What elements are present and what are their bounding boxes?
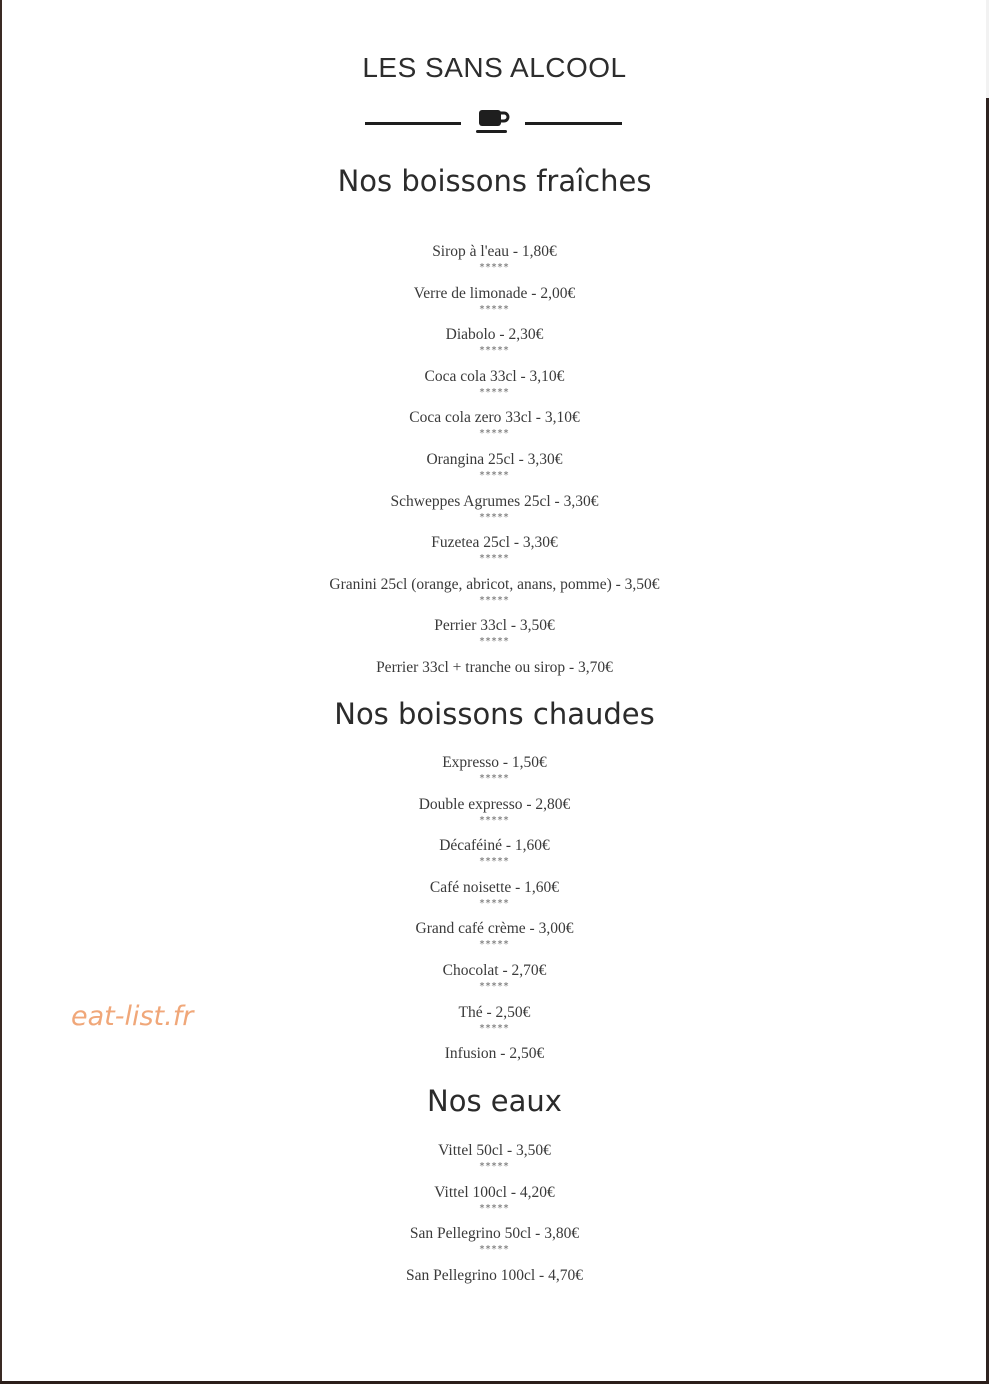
item-separator: ***** — [479, 897, 510, 909]
item-separator: ***** — [479, 594, 510, 606]
item-separator: ***** — [479, 262, 510, 273]
menu-item-name-price: Thé - 2,50€ — [458, 1003, 531, 1021]
menu-item — [0, 575, 989, 617]
menu-item — [0, 616, 989, 658]
menu-item — [0, 658, 989, 700]
menu-item-name-price: Sirop à l'eau - 1,80€ — [432, 243, 557, 260]
waters-list — [0, 1141, 989, 1307]
menu-item — [0, 1224, 989, 1266]
item-separator: ***** — [479, 553, 510, 565]
item-separator: ***** — [479, 1202, 510, 1214]
item-separator: ***** — [479, 814, 510, 826]
menu-item — [0, 492, 989, 534]
cold-drinks-list — [0, 242, 989, 700]
menu-item-name-price: Perrier 33cl - 3,50€ — [434, 617, 555, 635]
item-separator: ***** — [479, 636, 510, 648]
menu-item-name-price: San Pellegrino 100cl - 4,70€ — [406, 1266, 583, 1284]
menu-item-name-price: Verre de limonade - 2,00€ — [413, 284, 576, 302]
item-separator: ***** — [479, 939, 510, 951]
menu-item-name-price: Décaféiné - 1,60€ — [439, 837, 550, 855]
menu-item-name-price: Expresso - 1,50€ — [442, 754, 547, 771]
menu-item — [0, 325, 989, 367]
menu-item — [0, 795, 989, 837]
menu-item — [0, 1183, 989, 1225]
menu-item-name-price: Coca cola zero 33cl - 3,10€ — [409, 409, 580, 427]
menu-item-name-price: Diabolo - 2,30€ — [445, 326, 544, 344]
item-separator: ***** — [479, 1022, 510, 1034]
menu-item-name-price: Coca cola 33cl - 3,10€ — [424, 367, 565, 385]
section-title-waters: Nos eaux — [427, 1084, 562, 1118]
menu-item — [0, 367, 989, 409]
menu-item-name-price: Granini 25cl (orange, abricot, anans, pomme) - 3,50€ — [329, 575, 660, 593]
menu-item — [0, 284, 989, 326]
menu-item — [0, 753, 989, 795]
menu-item-name-price: Orangina 25cl - 3,30€ — [426, 450, 563, 468]
menu-item-name-price: Vittel 50cl - 3,50€ — [438, 1142, 551, 1159]
menu-item — [0, 878, 989, 920]
item-separator: ***** — [479, 386, 510, 398]
item-separator: ***** — [479, 303, 510, 315]
menu-item-name-price: San Pellegrino 50cl - 3,80€ — [409, 1225, 580, 1243]
menu-item — [0, 836, 989, 878]
section-title-hot-drinks: Nos boissons chaudes — [334, 697, 655, 731]
menu-item-name-price: Infusion - 2,50€ — [444, 1045, 545, 1063]
item-separator: ***** — [479, 345, 510, 357]
menu-item-name-price: Schweppes Agrumes 25cl - 3,30€ — [390, 492, 599, 510]
menu-item-name-price: Chocolat - 2,70€ — [442, 961, 547, 979]
item-separator: ***** — [479, 428, 510, 440]
page-title: LES SANS ALCOOL — [362, 52, 627, 83]
menu-item-name-price: Café noisette - 1,60€ — [429, 878, 560, 896]
menu-item — [0, 533, 989, 575]
item-separator: ***** — [479, 511, 510, 523]
item-separator: ***** — [479, 773, 510, 784]
coffee-cup-icon — [476, 107, 512, 137]
menu-item — [0, 919, 989, 961]
section-title-cold-drinks: Nos boissons fraîches — [337, 164, 652, 198]
menu-item — [0, 408, 989, 450]
item-separator: ***** — [479, 469, 510, 481]
menu-item-name-price: Perrier 33cl + tranche ou sirop - 3,70€ — [376, 658, 613, 676]
menu-item-name-price: Grand café crème - 3,00€ — [415, 920, 574, 938]
hot-drinks-list — [0, 753, 989, 1086]
item-separator: ***** — [479, 1244, 510, 1256]
divider-line-right — [525, 122, 622, 125]
menu-item — [0, 961, 989, 1003]
menu-item — [0, 242, 989, 284]
title-divider — [365, 107, 622, 137]
item-separator: ***** — [479, 1161, 510, 1172]
menu-item — [0, 1141, 989, 1183]
divider-line-left — [365, 122, 461, 125]
item-separator: ***** — [479, 856, 510, 868]
menu-item — [0, 1044, 989, 1086]
menu-item — [0, 450, 989, 492]
item-separator: ***** — [479, 980, 510, 992]
menu-item-name-price: Vittel 100cl - 4,20€ — [434, 1183, 555, 1201]
menu-item — [0, 1266, 989, 1308]
watermark-text: eat-list.fr — [71, 1001, 194, 1032]
menu-item-name-price: Double expresso - 2,80€ — [418, 795, 571, 813]
menu-item-name-price: Fuzetea 25cl - 3,30€ — [431, 534, 558, 552]
